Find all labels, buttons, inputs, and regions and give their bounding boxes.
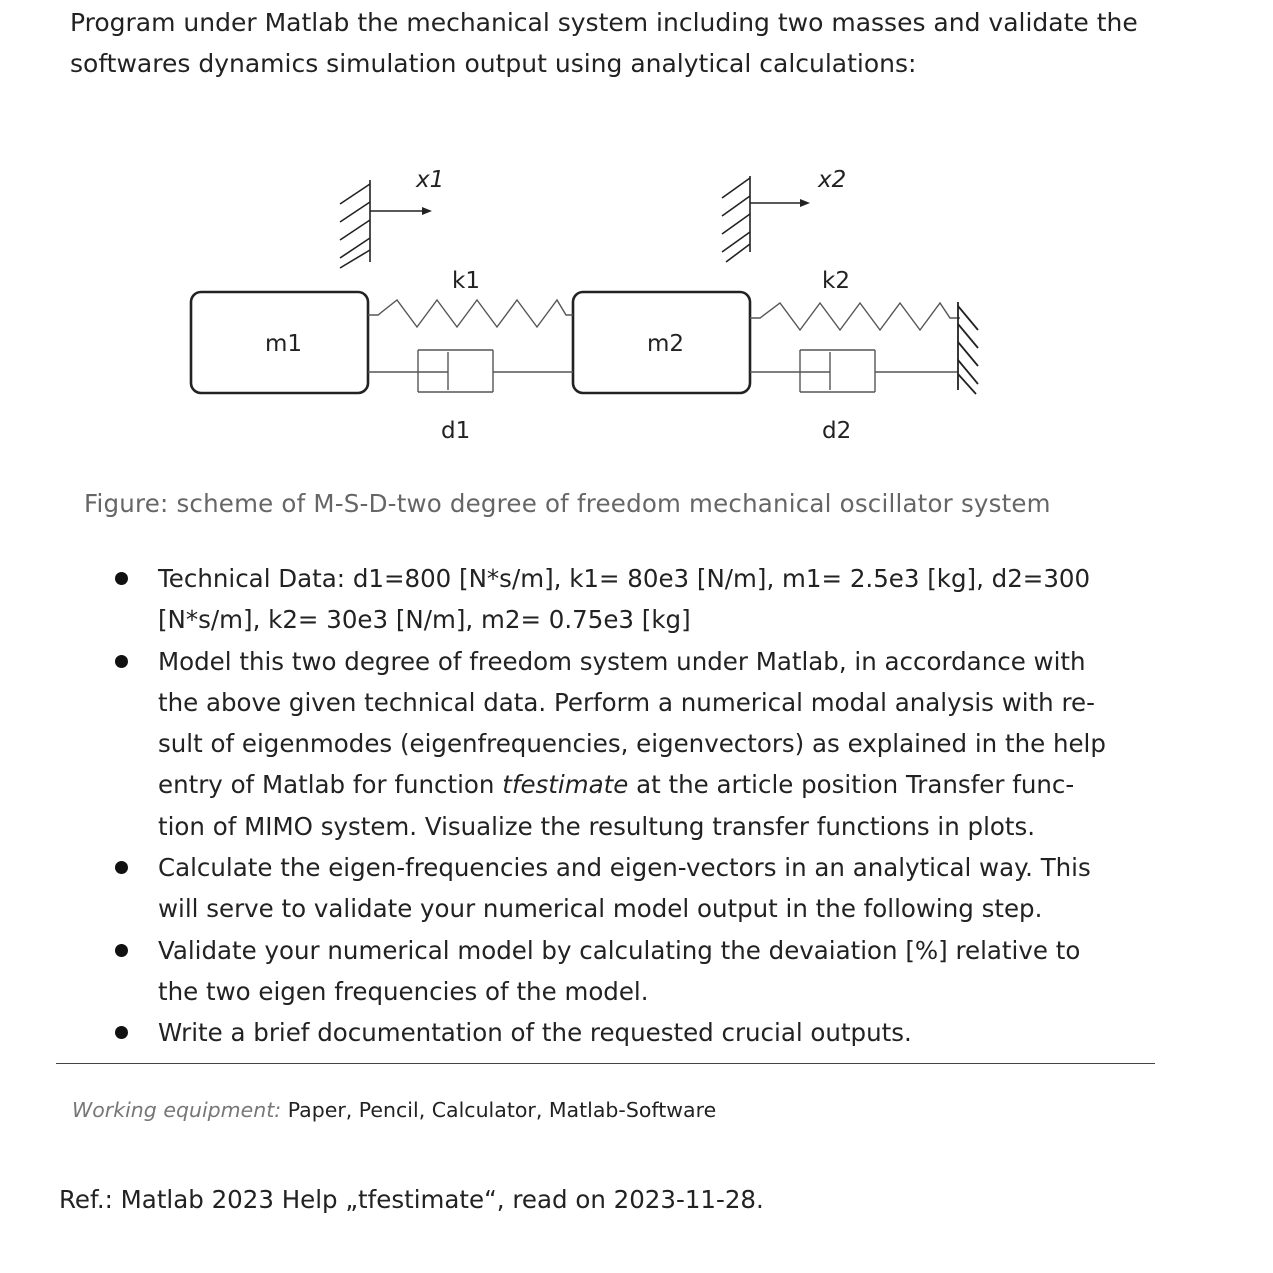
x1-label: x1 [416, 167, 445, 193]
x2-reference-ground [722, 176, 750, 262]
damper-d1-label: d1 [441, 418, 471, 444]
bullet-icon [115, 1026, 128, 1039]
spring-k2-label: k2 [822, 268, 850, 294]
list-item-text: Model this two degree of freedom system under Matlab, in accordance with [158, 646, 1086, 676]
spring-k1-label: k1 [452, 268, 480, 294]
list-item-text: tion of MIMO system. Visualize the resultung transfer functions in plots. [158, 811, 1036, 841]
list-item-text: Write a brief documentation of the requested crucial outputs. [158, 1018, 912, 1048]
x1-reference-ground [340, 180, 370, 268]
list-item-text [158, 764, 1273, 805]
task-list [0, 558, 1273, 1054]
text-run: entry of Matlab for function [158, 770, 503, 800]
damper-d2-label: d2 [822, 418, 852, 444]
mass-m2-label: m2 [647, 331, 685, 357]
list-item-text: Technical Data: d1=800 [N*s/m], k1= 80e3 [N/m], m1= 2.5e3 [kg], d2=300 [158, 564, 1091, 593]
working-equipment [72, 1098, 716, 1122]
damper-d1 [368, 350, 573, 392]
working-equipment-label: Working equipment: [72, 1098, 282, 1122]
list-item-text: the above given technical data. Perform a numerical modal analysis with re- [158, 687, 1095, 717]
list-item-text: sult of eigenmodes (eigenfrequencies, eigenvectors) as explained in the help [158, 729, 1106, 759]
spring-k1 [368, 300, 573, 327]
bullet-icon [115, 861, 128, 874]
intro-paragraph [70, 2, 1170, 84]
list-item [0, 558, 1273, 641]
list-item-text: [N*s/m], k2= 30e3 [N/m], m2= 0.75e3 [kg] [158, 605, 691, 635]
bullet-icon [115, 944, 128, 957]
list-item-text: Validate your numerical model by calculating the devaiation [%] relative to [158, 935, 1081, 965]
spring-k2 [750, 303, 960, 330]
right-fixed-wall [958, 302, 978, 394]
figure-caption: Figure: scheme of M-S-D-two degree of freedom mechanical oscillator system [84, 489, 1051, 518]
mass-m1-label: m1 [265, 331, 303, 357]
list-item-text: the two eigen frequencies of the model. [158, 976, 649, 1006]
x2-arrow [750, 199, 810, 207]
list-item [0, 847, 1273, 930]
list-item [0, 930, 1273, 1013]
damper-d2 [750, 350, 958, 392]
list-item-text: Calculate the eigen-frequencies and eigen-vectors in an analytical way. This [158, 853, 1091, 883]
x2-label: x2 [818, 167, 847, 193]
list-item [0, 1012, 1273, 1053]
horizontal-divider [56, 1063, 1155, 1064]
list-item [0, 641, 1273, 847]
reference-note: Ref.: Matlab 2023 Help „tfestimate“, read on 2023-11-28. [59, 1185, 764, 1214]
function-name: tfestimate [502, 770, 629, 800]
text-run: at the article position Transfer func- [628, 770, 1075, 800]
intro-line-2: softwares dynamics simulation output using analytical calculations: [70, 49, 917, 78]
x1-arrow [370, 207, 432, 215]
working-equipment-value: Paper, Pencil, Calculator, Matlab-Software [281, 1098, 717, 1122]
list-item-text: will serve to validate your numerical model output in the following step. [158, 894, 1043, 924]
bullet-icon [115, 572, 128, 585]
mass-spring-damper-diagram [0, 150, 1273, 450]
bullet-icon [115, 655, 128, 668]
intro-line-1: Program under Matlab the mechanical system including two masses and validate the [70, 8, 1138, 37]
